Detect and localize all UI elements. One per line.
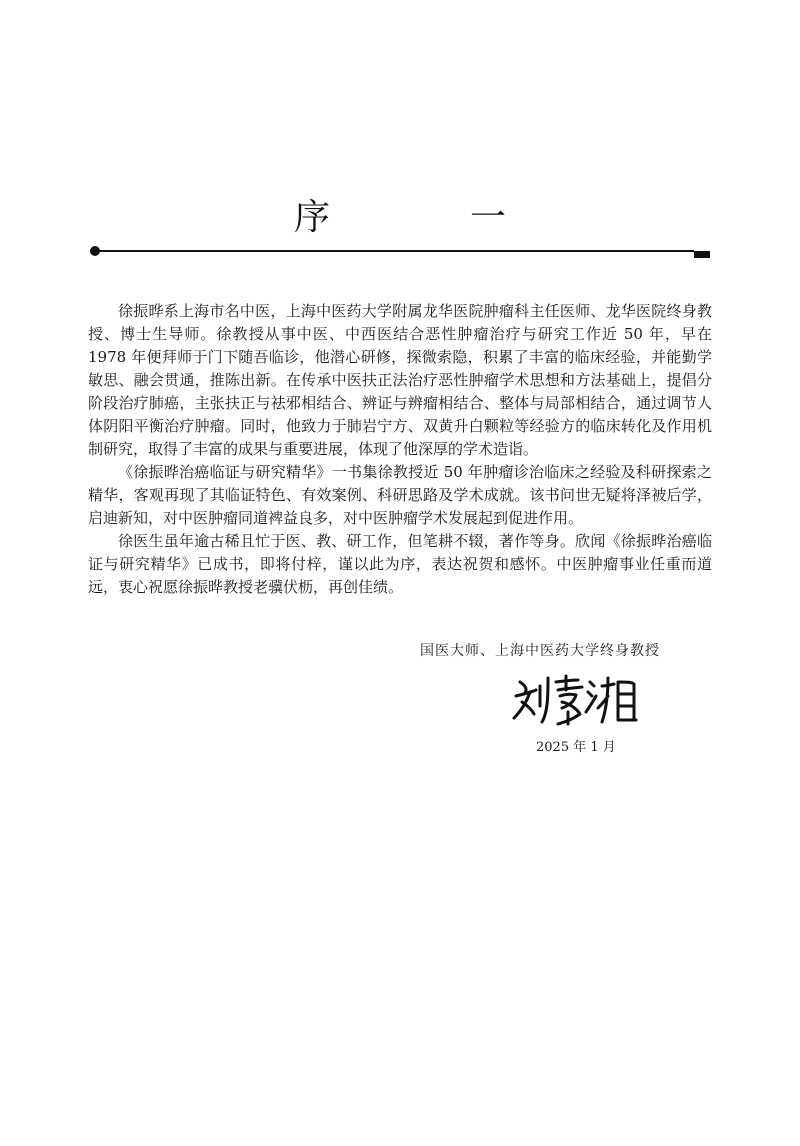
author-title: 国医大师、上海中医药大学终身教授	[420, 643, 660, 659]
divider-line	[94, 250, 694, 252]
paragraph-2: 《徐振晔治癌临证与研究精华》一书集徐教授近 50 年肿瘤诊治临床之经验及科研探索之精华，客观再现了其临证特色、有效案例、科研思路及学术成就。该书问世无疑将泽被后学，启迪新知，对中医肿瘤同道裨益良多，对中医肿瘤学术发展起到促进作用。	[88, 463, 712, 527]
signature-date: 2025 年 1 月	[536, 740, 616, 755]
page-title: 序 一	[293, 197, 558, 238]
paragraph-3: 徐医生虽年逾古稀且忙于医、教、研工作，但笔耕不辍，著作等身。欣闻《徐振晔治癌临证与研究精华》已成书，即将付梓，谨以此为序，表达祝贺和感怀。中医肿瘤事业任重而道远，衷心祝愿徐振晔教授老骥伏枥，再创佳绩。	[88, 532, 712, 596]
paragraph-1: 徐振晔系上海市名中医，上海中医药大学附属龙华医院肿瘤科主任医师、龙华医院终身教授、博士生导师。徐教授从事中医、中西医结合恶性肿瘤治疗与研究工作近 50 年，早在 1978 年便拜师于门下随吾临诊，他潜心研修，探微索隐，积累了丰富的临床经验，并能勤学敏思、融会贯通，推陈出新。在传承中医扶正法治疗恶性肿瘤学术思想和方法基础上，提倡分阶段治疗肺癌，主张扶正与祛邪相结合、辨证与辨瘤相结合、整体与局部相结合，通过调节人体阴阳平衡治疗肿瘤。同时，他致力于肺岩宁方、双黄升白颗粒等经验方的临床转化及作用机制研究，取得了丰富的成果与重要进展，体现了他深厚的学术造诣。	[88, 302, 712, 458]
divider-block	[694, 251, 710, 258]
preface-body	[88, 300, 712, 599]
handwritten-signature	[510, 672, 640, 728]
title-divider	[90, 245, 710, 257]
